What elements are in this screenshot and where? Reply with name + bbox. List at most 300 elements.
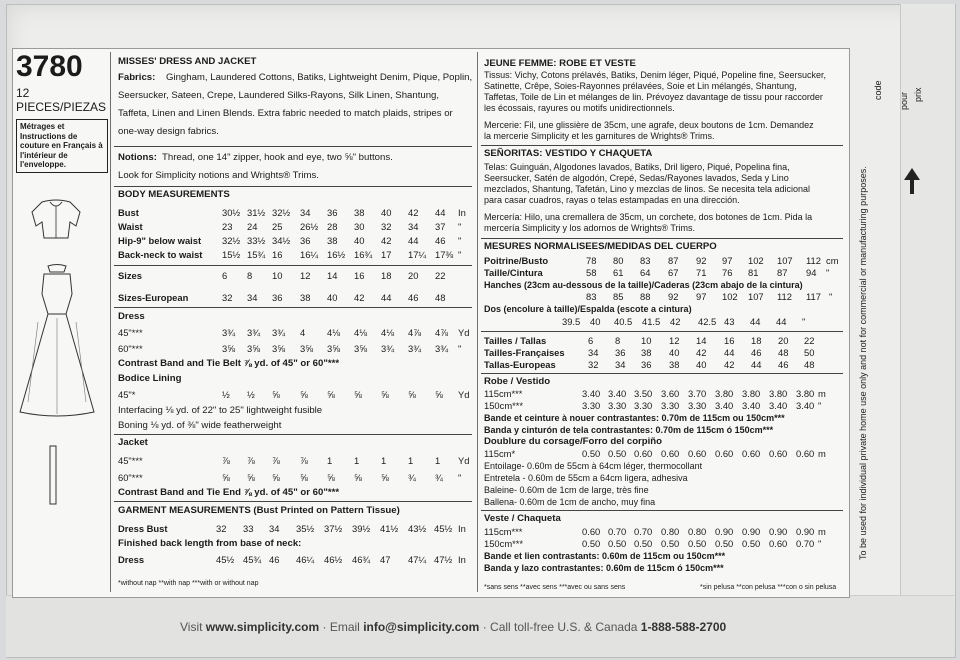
cell: 0.70 bbox=[634, 526, 653, 537]
hanger-icon bbox=[900, 166, 924, 196]
cell: 32½ bbox=[272, 207, 291, 218]
cell: 40 bbox=[669, 347, 680, 358]
cell: 17¼ bbox=[408, 249, 427, 260]
cell: 46½ bbox=[324, 554, 343, 565]
cell: 43½ bbox=[408, 523, 427, 534]
cell: ⅝ bbox=[354, 472, 362, 483]
cell: 34 bbox=[615, 359, 626, 370]
cell: 44 bbox=[776, 316, 787, 327]
baleine-text: Baleine- 0.60m de 1cm de large, très fine bbox=[484, 485, 649, 495]
cell: 44 bbox=[750, 316, 761, 327]
notions-label: Notions: bbox=[118, 152, 157, 163]
cell: 3.30 bbox=[661, 400, 680, 411]
telas-line: Seersucker, Satén de algodón, Crepé, Sedas/Rayones lavados, Seda y Lino bbox=[484, 173, 789, 183]
cell: 94 bbox=[806, 267, 817, 278]
cell: 44 bbox=[381, 292, 392, 303]
cell: 0.90 bbox=[742, 526, 761, 537]
cell: 0.70 bbox=[608, 526, 627, 537]
cell: 3⅝ bbox=[300, 343, 314, 354]
cell: 117 bbox=[806, 291, 821, 302]
cell: 50 bbox=[804, 347, 815, 358]
boning-text: Boning ⅛ yd. of ⅜" wide featherweight bbox=[118, 420, 282, 431]
unit: " bbox=[458, 249, 462, 260]
cell: 36 bbox=[327, 207, 338, 218]
row-label: 45"* bbox=[118, 389, 136, 400]
cell: 85 bbox=[613, 291, 624, 302]
cell: 0.60 bbox=[769, 448, 788, 459]
entoilage-text: Entoilage- 0.60m de 55cm à 64cm léger, thermocollant bbox=[484, 461, 703, 471]
cell: 40 bbox=[354, 235, 365, 246]
cell: 0.50 bbox=[608, 448, 627, 459]
cell: 39.5 bbox=[562, 316, 581, 327]
cell: 37½ bbox=[324, 523, 343, 534]
cell: 25 bbox=[272, 221, 283, 232]
cell: 40 bbox=[696, 359, 707, 370]
cell: 83 bbox=[586, 291, 597, 302]
cell: 0.90 bbox=[715, 526, 734, 537]
cell: 14 bbox=[696, 335, 707, 346]
cell: 40 bbox=[327, 292, 338, 303]
cell: 3.70 bbox=[688, 388, 707, 399]
unit: " bbox=[802, 316, 806, 327]
cell: ½ bbox=[222, 389, 230, 400]
cell: 8 bbox=[247, 270, 253, 281]
cell: ⅝ bbox=[300, 472, 308, 483]
pattern-number: 3780 bbox=[16, 50, 83, 83]
cell: 92 bbox=[696, 255, 707, 266]
cell: 46¾ bbox=[352, 554, 371, 565]
bande-fr: Bande et ceinture à nouer contrastantes: 0.70m de 115cm ou 150cm*** bbox=[484, 413, 785, 423]
cell: 36 bbox=[615, 347, 626, 358]
row-label: 60"*** bbox=[118, 472, 143, 483]
column-divider-1 bbox=[110, 52, 111, 592]
telas-line: para casar cuadros, rayas o telas estampadas en una dirección. bbox=[484, 195, 740, 205]
cell: 26½ bbox=[300, 221, 319, 232]
row-label: Back-neck to waist bbox=[118, 249, 203, 260]
unit: In bbox=[458, 207, 466, 218]
cell: 16 bbox=[724, 335, 735, 346]
cell: 3¾ bbox=[381, 343, 395, 354]
cell: 42 bbox=[724, 359, 735, 370]
cell: 46 bbox=[435, 235, 446, 246]
cell: 87 bbox=[668, 255, 679, 266]
phone-number: 1-888-588-2700 bbox=[640, 620, 727, 634]
cell: 1 bbox=[435, 455, 441, 466]
cell: 46 bbox=[778, 359, 789, 370]
row-label: Taille/Cintura bbox=[484, 267, 543, 278]
cell: 0.60 bbox=[661, 448, 680, 459]
body-measurements-title: BODY MEASUREMENTS bbox=[118, 189, 230, 200]
dress-sketch-icon bbox=[14, 262, 100, 422]
cell: 112 bbox=[806, 255, 821, 266]
cell: 0.60 bbox=[688, 448, 707, 459]
cell: 6 bbox=[588, 335, 594, 346]
cell: 44 bbox=[724, 347, 735, 358]
belt-sketch-icon bbox=[46, 444, 60, 506]
cell: 3.80 bbox=[769, 388, 788, 399]
cell: 44 bbox=[435, 207, 446, 218]
row-label: Dress Bust bbox=[118, 523, 168, 534]
cell: 46 bbox=[408, 292, 419, 303]
cell: 80 bbox=[613, 255, 624, 266]
unit: " bbox=[458, 343, 462, 354]
cell: 45½ bbox=[216, 554, 235, 565]
cell: 0.70 bbox=[796, 538, 815, 549]
footnote: *without nap **with nap ***with or without nap bbox=[118, 580, 259, 587]
cell: 15¾ bbox=[247, 249, 266, 260]
cell: 20 bbox=[778, 335, 789, 346]
cell: 43 bbox=[724, 316, 735, 327]
tissus-line: Tissus: Vichy, Cotons prélavés, Batiks, Denim léger, Piqué, Popeline fine, Seersucker, bbox=[484, 70, 826, 80]
cell: 41½ bbox=[380, 523, 399, 534]
cell: 16¾ bbox=[354, 249, 373, 260]
unit: " bbox=[818, 400, 822, 411]
cell: ⅝ bbox=[354, 389, 362, 400]
cell: 4⅛ bbox=[354, 327, 368, 338]
cell: 0.50 bbox=[661, 538, 680, 549]
cell: ⅝ bbox=[300, 389, 308, 400]
cell: 3.50 bbox=[634, 388, 653, 399]
row-label: Tailles-Françaises bbox=[484, 347, 565, 358]
cell: 3.30 bbox=[582, 400, 601, 411]
unit: " bbox=[818, 538, 822, 549]
cell: 22 bbox=[435, 270, 446, 281]
cell: 30½ bbox=[222, 207, 241, 218]
cell: 3.60 bbox=[661, 388, 680, 399]
cell: 0.60 bbox=[769, 538, 788, 549]
cell: 32½ bbox=[222, 235, 241, 246]
row-label: 45"*** bbox=[118, 327, 143, 338]
mercerie-line: la mercerie Simplicity et les garnitures de Wrights® Trims. bbox=[484, 131, 715, 141]
unit: Yd bbox=[458, 389, 470, 400]
cell: 34 bbox=[588, 347, 599, 358]
cell: 3.40 bbox=[715, 400, 734, 411]
cell: 40.5 bbox=[614, 316, 633, 327]
pieces-count: 12 PIECES/PIEZAS bbox=[16, 86, 107, 114]
cell: ⅞ bbox=[300, 455, 308, 466]
cell: ¾ bbox=[435, 472, 443, 483]
cell: 8 bbox=[615, 335, 621, 346]
telas-line: mezclados, Shantung, Tafetán, Lino y mezclas de linos. Se necesita tela adicional bbox=[484, 184, 811, 194]
cell: ⅝ bbox=[247, 472, 255, 483]
usage-disclaimer: To be used for individual private home use only and not for commercial or manufacturing purposes. bbox=[858, 166, 868, 560]
row-label: Hip-9" below waist bbox=[118, 235, 202, 246]
cell: 4⅛ bbox=[327, 327, 341, 338]
tissus-line: les écossais, rayures ou motifs unidirectionnels. bbox=[484, 103, 675, 113]
cell: 3¾ bbox=[247, 327, 261, 338]
unit: cm bbox=[826, 255, 839, 266]
cell: 61 bbox=[613, 267, 624, 278]
merceria-line: Mercería: Hilo, una cremallera de 35cm, un corchete, dos botones de 1cm. Pida la bbox=[484, 212, 813, 222]
banda-lazo: Banda y lazo contrastantes: 0.60m de 115cm ó 150cm*** bbox=[484, 563, 724, 573]
jacket-sketch-icon bbox=[28, 196, 84, 242]
row-label: Bust bbox=[118, 207, 139, 218]
cell: ⅝ bbox=[435, 389, 443, 400]
row-label: 150cm*** bbox=[484, 400, 524, 411]
cell: 15½ bbox=[222, 249, 241, 260]
cell: 4⅞ bbox=[408, 327, 422, 338]
cell: 36 bbox=[641, 359, 652, 370]
dress-title: Dress bbox=[118, 311, 145, 322]
cell: ⅞ bbox=[247, 455, 255, 466]
unit: m bbox=[818, 448, 826, 459]
cell: 38 bbox=[354, 207, 365, 218]
cell: 28 bbox=[327, 221, 338, 232]
cell: 24 bbox=[247, 221, 258, 232]
code-label: code bbox=[873, 80, 883, 100]
cell: 3.30 bbox=[688, 400, 707, 411]
cell: 16 bbox=[272, 249, 283, 260]
cell: ⅝ bbox=[272, 472, 280, 483]
english-title: MISSES' DRESS AND JACKET bbox=[118, 56, 257, 67]
column-divider-2 bbox=[477, 52, 478, 592]
unit: m bbox=[818, 526, 826, 537]
cell: 39½ bbox=[352, 523, 371, 534]
cell: 81 bbox=[748, 267, 759, 278]
cell: 3.40 bbox=[769, 400, 788, 411]
cell: 12 bbox=[300, 270, 311, 281]
cell: 46 bbox=[751, 347, 762, 358]
cell: 4⅞ bbox=[435, 327, 449, 338]
cell: 0.50 bbox=[608, 538, 627, 549]
doublure-title: Doublure du corsage/Forro del corpiño bbox=[484, 436, 663, 447]
cell: 3¾ bbox=[272, 327, 286, 338]
cell: 38 bbox=[669, 359, 680, 370]
cell: ⅝ bbox=[272, 389, 280, 400]
cell: 44 bbox=[751, 359, 762, 370]
spanish-title: SEÑORITAS: VESTIDO Y CHAQUETA bbox=[484, 148, 653, 159]
unit: In bbox=[458, 523, 466, 534]
cell: 67 bbox=[668, 267, 679, 278]
cell: ⅝ bbox=[327, 389, 335, 400]
cell: 48 bbox=[804, 359, 815, 370]
cell: 22 bbox=[804, 335, 815, 346]
cell: 42 bbox=[354, 292, 365, 303]
cell: 3¾ bbox=[435, 343, 449, 354]
cell: 0.50 bbox=[715, 538, 734, 549]
fabrics-line: one-way design fabrics. bbox=[118, 126, 219, 137]
look-for-text: Look for Simplicity notions and Wrights® Trims. bbox=[118, 170, 319, 181]
cell: 3.30 bbox=[634, 400, 653, 411]
price-box bbox=[872, 80, 923, 138]
fabrics-line: Taffeta, Linen and Linen Blends. Extra fabric needed to match plaids, stripes or bbox=[118, 108, 453, 119]
cell: ⅞ bbox=[222, 455, 230, 466]
row-label: Tallas-Europeas bbox=[484, 359, 556, 370]
cell: 3⅝ bbox=[247, 343, 261, 354]
cell: 41.5 bbox=[642, 316, 661, 327]
cell: 33 bbox=[243, 523, 254, 534]
call-label: · Call toll-free U.S. & Canada bbox=[479, 620, 641, 634]
cell: 4 bbox=[300, 327, 306, 338]
cell: 45½ bbox=[434, 523, 453, 534]
unit: Yd bbox=[458, 327, 470, 338]
unit: " bbox=[458, 221, 462, 232]
cell: 78 bbox=[586, 255, 597, 266]
footnote-es: *sin pelusa **con pelusa ***con o sin pelusa bbox=[700, 584, 837, 591]
interfacing-text: Interfacing ⅛ yd. of 22" to 25" lightweight fusible bbox=[118, 405, 323, 416]
cell: 16 bbox=[354, 270, 365, 281]
robe-title: Robe / Vestido bbox=[484, 376, 551, 387]
cell: 3.80 bbox=[715, 388, 734, 399]
notions-text: Thread, one 14" zipper, hook and eye, two ⅝" buttons. bbox=[162, 152, 393, 163]
fabrics-line: Seersucker, Sateen, Crepe, Laundered Silks-Rayons, Silk Linen, Shantung, bbox=[118, 90, 440, 101]
cell: 3.80 bbox=[742, 388, 761, 399]
cell: 64 bbox=[640, 267, 651, 278]
cell: 37 bbox=[435, 221, 446, 232]
dos-label: Dos (encolure à taille)/Espalda (escote a cintura) bbox=[484, 304, 692, 314]
cell: 42 bbox=[408, 207, 419, 218]
cell: 3.40 bbox=[742, 400, 761, 411]
row-label: Sizes bbox=[118, 270, 142, 281]
cell: 0.50 bbox=[634, 538, 653, 549]
cell: 0.90 bbox=[769, 526, 788, 537]
cell: 42 bbox=[696, 347, 707, 358]
contact-footer bbox=[180, 620, 726, 634]
cell: 76 bbox=[722, 267, 733, 278]
cell: ⅝ bbox=[222, 472, 230, 483]
contrast-tie: Contrast Band and Tie End ⅞ yd. of 45" or 60"*** bbox=[118, 487, 340, 498]
row-label: Tailles / Tallas bbox=[484, 335, 547, 346]
cell: 83 bbox=[640, 255, 651, 266]
pour-label: pour bbox=[899, 91, 909, 110]
cell: 0.50 bbox=[742, 538, 761, 549]
cell: 88 bbox=[640, 291, 651, 302]
bande-lien: Bande et lien contrastants: 0.60m de 115cm ou 150cm*** bbox=[484, 551, 726, 561]
french-title: JEUNE FEMME: ROBE ET VESTE bbox=[484, 58, 636, 69]
cell: 32 bbox=[222, 292, 233, 303]
fabrics-line: Gingham, Laundered Cottons, Batiks, Lightweight Denim, Pique, Poplin, bbox=[166, 72, 473, 83]
cell: 3.40 bbox=[582, 388, 601, 399]
cell: 33½ bbox=[247, 235, 266, 246]
cell: 34 bbox=[269, 523, 280, 534]
cell: 18 bbox=[751, 335, 762, 346]
row-label: 115cm*** bbox=[484, 388, 523, 399]
entretela-text: Entretela - 0.60m de 55cm a 64cm ligera, adhesiva bbox=[484, 473, 688, 483]
cell: 48 bbox=[435, 292, 446, 303]
unit: " bbox=[826, 267, 830, 278]
cell: 48 bbox=[778, 347, 789, 358]
cell: 112 bbox=[777, 291, 792, 302]
cell: 1 bbox=[354, 455, 360, 466]
cell: 3.80 bbox=[796, 388, 815, 399]
unit: " bbox=[458, 235, 462, 246]
cell: ⅝ bbox=[327, 472, 335, 483]
cell: 0.50 bbox=[582, 448, 601, 459]
cell: 0.90 bbox=[796, 526, 815, 537]
row-label: 150cm*** bbox=[484, 538, 524, 549]
cell: 16¼ bbox=[300, 249, 319, 260]
cell: 47½ bbox=[434, 554, 453, 565]
row-label: Sizes-European bbox=[118, 292, 189, 303]
cell: 12 bbox=[669, 335, 680, 346]
cell: 36 bbox=[300, 235, 311, 246]
cell: 46 bbox=[269, 554, 280, 565]
row-label: 115cm* bbox=[484, 448, 516, 459]
cell: 18 bbox=[381, 270, 392, 281]
cell: 1 bbox=[408, 455, 414, 466]
cell: ¾ bbox=[408, 472, 416, 483]
cell: 35½ bbox=[296, 523, 315, 534]
telas-line: Telas: Guinguán, Algodones lavados, Batiks, Dril ligero, Piqué, Popelina fina, bbox=[484, 162, 790, 172]
cell: 38 bbox=[641, 347, 652, 358]
unit: In bbox=[458, 554, 466, 565]
cell: 38 bbox=[300, 292, 311, 303]
website-link[interactable]: www.simplicity.com bbox=[205, 620, 320, 634]
cell: 32 bbox=[216, 523, 227, 534]
cell: 6 bbox=[222, 270, 228, 281]
cell: ⅝ bbox=[408, 389, 416, 400]
cell: 36 bbox=[272, 292, 283, 303]
garment-measurements-title: GARMENT MEASUREMENTS (Bust Printed on Pattern Tissue) bbox=[118, 505, 400, 516]
mercerie-line: Mercerie: Fil, une glissière de 35cm, une agrafe, deux boutons de 1cm. Demandez bbox=[484, 120, 814, 130]
cell: 34½ bbox=[272, 235, 291, 246]
hanches-label: Hanches (23cm au-dessous de la taille)/Caderas (23cm abajo de la cintura) bbox=[484, 280, 803, 290]
unit: " bbox=[829, 291, 833, 302]
cell: 31½ bbox=[247, 207, 266, 218]
cell: 0.80 bbox=[688, 526, 707, 537]
cell: 40 bbox=[590, 316, 601, 327]
cell: 1 bbox=[381, 455, 387, 466]
row-label: Dress bbox=[118, 554, 145, 565]
cell: ⅝ bbox=[381, 472, 389, 483]
cell: 45¾ bbox=[243, 554, 262, 565]
cell: 23 bbox=[222, 221, 233, 232]
cell: 44 bbox=[408, 235, 419, 246]
cell: 97 bbox=[696, 291, 707, 302]
jacket-title: Jacket bbox=[118, 437, 148, 448]
cell: 3.30 bbox=[608, 400, 627, 411]
cell: 0.60 bbox=[634, 448, 653, 459]
cell: 14 bbox=[327, 270, 338, 281]
cell: 34 bbox=[247, 292, 258, 303]
tissus-line: Satinette, Crêpe, Soies-Rayonnes prélavées, Soie et Lin mélangés, Shantung, bbox=[484, 81, 797, 91]
tissus-line: Taffetas, Toile de Lin et mélanges de lin. Prévoyez davantage de tissu pour raccorder bbox=[484, 92, 823, 102]
cell: 3⅝ bbox=[327, 343, 341, 354]
cell: ⅝ bbox=[381, 389, 389, 400]
cell: 58 bbox=[586, 267, 597, 278]
cell: 47 bbox=[380, 554, 391, 565]
cell: 3.40 bbox=[608, 388, 627, 399]
veste-title: Veste / Chaqueta bbox=[484, 513, 561, 524]
cell: 0.50 bbox=[582, 538, 601, 549]
cell: 42 bbox=[670, 316, 681, 327]
unit: m bbox=[818, 388, 826, 399]
cell: 34 bbox=[300, 207, 311, 218]
row-label: 115cm*** bbox=[484, 526, 523, 537]
cell: 32 bbox=[588, 359, 599, 370]
footnote-fr: *sans sens **avec sens ***avec ou sans sens bbox=[484, 584, 626, 591]
cell: 40 bbox=[381, 207, 392, 218]
cell: 3⅝ bbox=[222, 343, 236, 354]
cell: 87 bbox=[777, 267, 788, 278]
cell: 1 bbox=[327, 455, 333, 466]
cell: 0.60 bbox=[582, 526, 601, 537]
cell: 0.60 bbox=[742, 448, 761, 459]
cell: 46¼ bbox=[296, 554, 315, 565]
cell: 38 bbox=[327, 235, 338, 246]
language-note: Métrages et Instructions de couture en Français à l'intérieur de l'enveloppe. bbox=[16, 119, 108, 173]
cell: 97 bbox=[722, 255, 733, 266]
back-length-label: Finished back length from base of neck: bbox=[118, 538, 302, 549]
cell: 0.50 bbox=[688, 538, 707, 549]
cell: 71 bbox=[696, 267, 707, 278]
cell: 3⅝ bbox=[354, 343, 368, 354]
email-link[interactable]: info@simplicity.com bbox=[363, 620, 480, 634]
visit-label: Visit bbox=[180, 620, 206, 634]
cell: 30 bbox=[354, 221, 365, 232]
cell: ½ bbox=[247, 389, 255, 400]
cell: 102 bbox=[748, 255, 764, 266]
